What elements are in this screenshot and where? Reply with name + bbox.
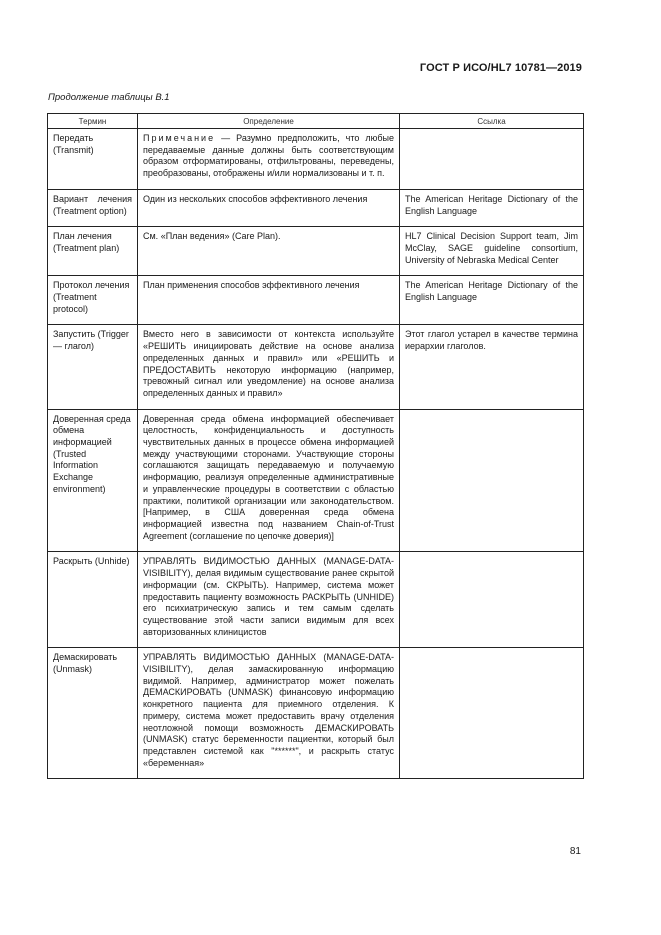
reference-cell: HL7 Clinical Decision Support team, Jim McClay, SAGE guideline consortium, University of Nebraska Medical Center — [400, 227, 584, 276]
reference-cell — [400, 648, 584, 779]
term-cell: Доверенная среда обмена информацией (Trusted Information Exchange environment) — [48, 409, 138, 552]
definition-cell: Один из нескольких способов эффективного лечения — [138, 189, 400, 226]
term-cell: Вариант лечения (Treatment option) — [48, 189, 138, 226]
note-lead: Примечание — [143, 133, 216, 143]
definition-cell: УПРАВЛЯТЬ ВИДИМОСТЬЮ ДАННЫХ (MANAGE-DATA-VISIBILITY), делая видимым существование ранее скрытой информации (см. СКРЫТЬ). Например, система может предоставить пациенту возможность РАСКРЫТЬ (UNHIDE) его психиатрическую запись и тем самым сделать существование этой части записи видимым для всех авторизованных клиницистов — [138, 552, 400, 648]
reference-cell — [400, 129, 584, 190]
document-code: ГОСТ Р ИСО/HL7 10781—2019 — [419, 62, 582, 74]
reference-cell: The American Heritage Dictionary of the English Language — [400, 276, 584, 325]
table-row — [48, 552, 584, 648]
column-header-reference: Ссылка — [400, 114, 584, 129]
table-row — [48, 276, 584, 325]
column-header-definition: Определение — [138, 114, 400, 129]
table-row — [48, 409, 584, 552]
reference-cell: Этот глагол устарел в качестве термина иерархии глаголов. — [400, 325, 584, 409]
table-row — [48, 648, 584, 779]
definition-cell: См. «План ведения» (Care Plan). — [138, 227, 400, 276]
table-row — [48, 129, 584, 190]
definition-cell — [138, 129, 400, 190]
reference-cell — [400, 409, 584, 552]
term-cell: Протокол лечения (Treatment protocol) — [48, 276, 138, 325]
term-cell: Демаскировать (Unmask) — [48, 648, 138, 779]
term-cell: Запустить (Trigger — глагол) — [48, 325, 138, 409]
table-row — [48, 189, 584, 226]
table-row — [48, 325, 584, 409]
terms-table — [47, 113, 584, 779]
definition-cell: Доверенная среда обмена информацией обеспечивает целостность, конфиденциальность и доступность чувствительных данных в процессе обмена информацией между участвующими сторонами. Участвующие стороны соглашаются защищать передаваемую и получаемую информацию, реализуя определенные административные и управленческие процедуры в соответствии с областью практики, политикой организации или законодательством. [Например, в США доверенная среда обмена информацией известна под названием Chain-of-Trust Agreement (соглашение по цепочке доверия)] — [138, 409, 400, 552]
column-header-term: Термин — [48, 114, 138, 129]
definition-cell: Вместо него в зависимости от контекста используйте «РЕШИТЬ инициировать действие на основе анализа определенных данных и правил» или «РЕШИТЬ и ПРЕДОСТАВИТЬ некоторую информацию (например, тревожный сигнал или уведомление) на основе анализа определенных данных и правил» — [138, 325, 400, 409]
table-header-row — [48, 114, 584, 129]
table-caption: Продолжение таблицы В.1 — [48, 92, 170, 103]
table-row — [48, 227, 584, 276]
term-cell: План лечения (Treatment plan) — [48, 227, 138, 276]
definition-cell: УПРАВЛЯТЬ ВИДИМОСТЬЮ ДАННЫХ (MANAGE-DATA-VISIBILITY), делая замаскированную информацию видимой. Например, администратор может пожелать ДЕМАСКИРОВАТЬ (UNMASK) финансовую информацию конкретного пациента для приемного отделения. К примеру, система может предоставить врачу отделения неотложной помощи возможность ДЕМАСКИРОВАТЬ (UNMASK) статус беременности пациентки, который был представлен системой как "******", и раскрыть статус «беременная» — [138, 648, 400, 779]
reference-cell — [400, 552, 584, 648]
term-cell: Передать (Transmit) — [48, 129, 138, 190]
term-cell: Раскрыть (Unhide) — [48, 552, 138, 648]
page-number: 81 — [569, 846, 581, 857]
definition-text: — Разумно предположить, что любые передаваемые данные должны быть соответствующим образом отформатированы, отфильтрованы, переведены, преобразованы, отображены и/или нормализованы и т. п. — [143, 133, 394, 179]
definition-cell: План применения способов эффективного лечения — [138, 276, 400, 325]
reference-cell: The American Heritage Dictionary of the English Language — [400, 189, 584, 226]
